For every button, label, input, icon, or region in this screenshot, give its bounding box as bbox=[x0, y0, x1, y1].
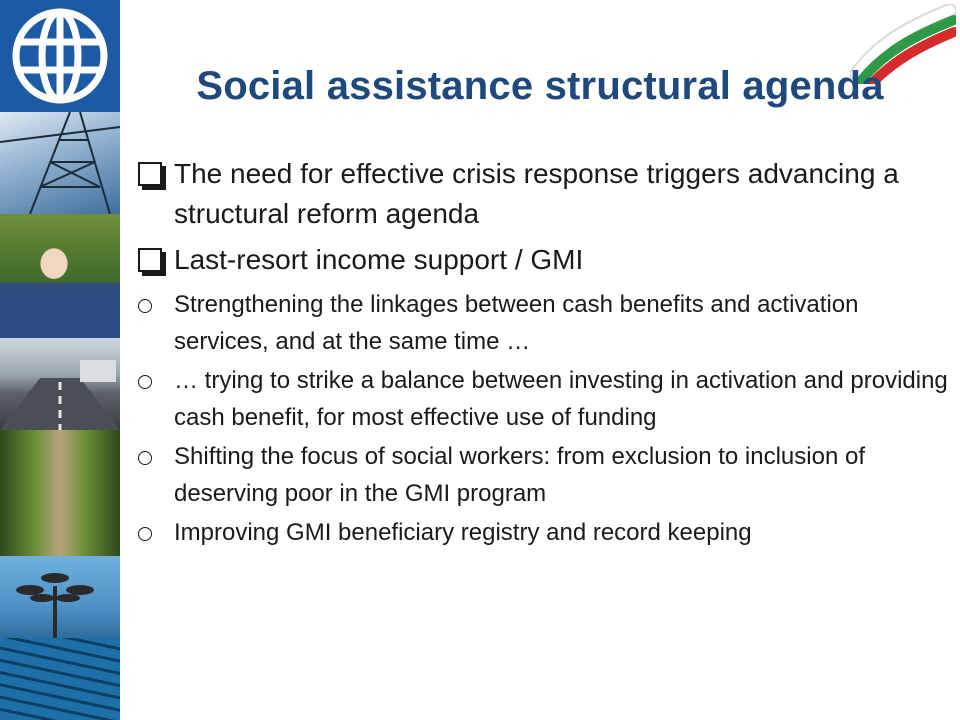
sub-bullet-item bbox=[138, 514, 948, 551]
checkbox-icon bbox=[138, 248, 162, 272]
bullet-text: The need for effective crisis response triggers advancing a structural reform agenda bbox=[174, 158, 899, 229]
photo-keyboard bbox=[0, 638, 120, 720]
photo-strip bbox=[0, 0, 120, 720]
photo-street-lamp bbox=[0, 556, 120, 638]
sub-bullet-item bbox=[138, 438, 948, 512]
photo-highway bbox=[0, 338, 120, 430]
circle-bullet-icon bbox=[138, 299, 152, 313]
logo-tile bbox=[0, 0, 120, 112]
sub-bullet-text: Improving GMI beneficiary registry and record keeping bbox=[174, 519, 752, 546]
slide-title: Social assistance structural agenda bbox=[196, 64, 884, 108]
sub-bullet-item bbox=[138, 362, 948, 436]
circle-bullet-icon bbox=[138, 451, 152, 465]
photo-power-tower bbox=[0, 112, 120, 214]
circle-bullet-icon bbox=[138, 527, 152, 541]
sub-bullet-text: … trying to strike a balance between investing in activation and providing cash benefit, for most effective use of funding bbox=[174, 367, 948, 431]
bullet-text: Last-resort income support / GMI bbox=[174, 244, 584, 275]
bullet-item bbox=[138, 154, 948, 234]
bullet-list bbox=[138, 154, 948, 553]
photo-elderly-woman bbox=[0, 214, 120, 338]
sub-bullet-item bbox=[138, 286, 948, 360]
photo-forest-path bbox=[0, 430, 120, 556]
globe-logo-icon bbox=[4, 2, 116, 110]
bullet-item bbox=[138, 240, 948, 280]
sub-bullet-text: Shifting the focus of social workers: from exclusion to inclusion of deserving poor in the GMI program bbox=[174, 443, 865, 507]
checkbox-icon bbox=[138, 162, 162, 186]
circle-bullet-icon bbox=[138, 375, 152, 389]
sub-bullet-text: Strengthening the linkages between cash benefits and activation services, and at the same time … bbox=[174, 291, 859, 355]
